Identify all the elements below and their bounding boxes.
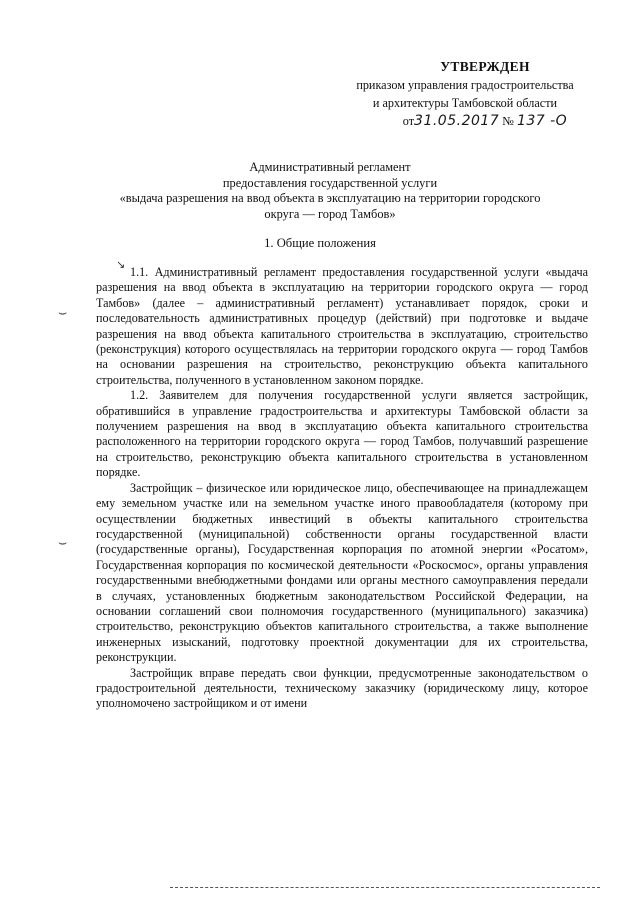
approval-line-1: приказом управления градостроительства [356, 78, 574, 92]
title-line-1: Административный регламент [249, 160, 411, 174]
handwritten-number: 137 -О [516, 113, 568, 129]
handwritten-date: 31.05.2017 [414, 113, 500, 129]
margin-pen-mark: ↘ [116, 258, 126, 271]
margin-tick-mark: ⌣ [58, 535, 68, 551]
document-body [96, 265, 588, 712]
date-prefix: от [402, 114, 415, 128]
title-line-4: округа — город Тамбов» [264, 206, 396, 221]
paragraph-developer-definition: Застройщик – физическое или юридическое лицо, обеспечивающее на принадлежащем ему земельном участке или на земельном участке иного правообладателя (которому при осуществлении бюджетных инвестиций в объекты капитального строительства государственной (муниципальной) собственности органы государственной власти (государственные органы), Государственная корпорация по атомной энергии «Росатом», Государственная корпорация по космической деятельности «Роскосмос», органы управления государственными внебюджетными фондами или органы местного самоуправления передали в случаях, установленных бюджетным законодательством Российской Федерации, на основании соглашений свои полномочия государственного (муниципального) заказчика) строительство, реконструкцию объектов капитального строительства, а также выполнение инженерных изысканий, подготовку проектной документации для их строительства, реконструкции. [96, 480, 588, 665]
approval-date-line [370, 112, 600, 130]
paragraph-1-1: 1.1. Административный регламент предоставления государственной услуги «выдача разрешения на ввод объекта в эксплуатацию на территории городского округа — город Тамбов» (далее – административный регламент) устанавливает порядок, сроки и последовательность административных процедур (действий) при подготовке и выдаче разрешения на ввод объекта капитального строительства в эксплуатацию, строительство (реконструкция) которого осуществлялась на территории городского округа — город Тамбов на основании разрешения на строительство, реконструкцию объекта капитального строительства, полученного в установленном законом порядке. [96, 265, 588, 387]
title-line-2: предоставления государственной услуги [222, 175, 438, 190]
paragraph-1-2: 1.2. Заявителем для получения государственной услуги является застройщик, обратившийся в управление градостроительства и архитектуры Тамбовской области за получением разрешения на ввод в эксплуатацию объекта капитального строительства расположенного на территории городского округа — город Тамбов, получавший разрешение на строительство, реконструкцию объекта капитального строительства в установленном порядке. [96, 388, 588, 480]
approval-heading: УТВЕРЖДЕН [440, 59, 530, 74]
footer-dashed-line [170, 887, 600, 888]
section-heading: 1. Общие положения [264, 236, 376, 250]
margin-tick-mark: ⌣ [58, 305, 68, 321]
document-title [80, 160, 580, 222]
approval-stamp [330, 58, 600, 130]
approval-line-2: и архитектуры Тамбовской области [372, 96, 558, 110]
paragraph-developer-rights: Застройщик вправе передать свои функции, предусмотренные законодательством о градостроительной деятельности, техническому заказчику (юридическому лицу, которое уполномочено застройщиком и от имени [96, 665, 588, 711]
title-line-3: «выдача разрешения на ввод объекта в эксплуатацию на территории городского [119, 191, 541, 205]
number-sign: № [502, 114, 514, 128]
